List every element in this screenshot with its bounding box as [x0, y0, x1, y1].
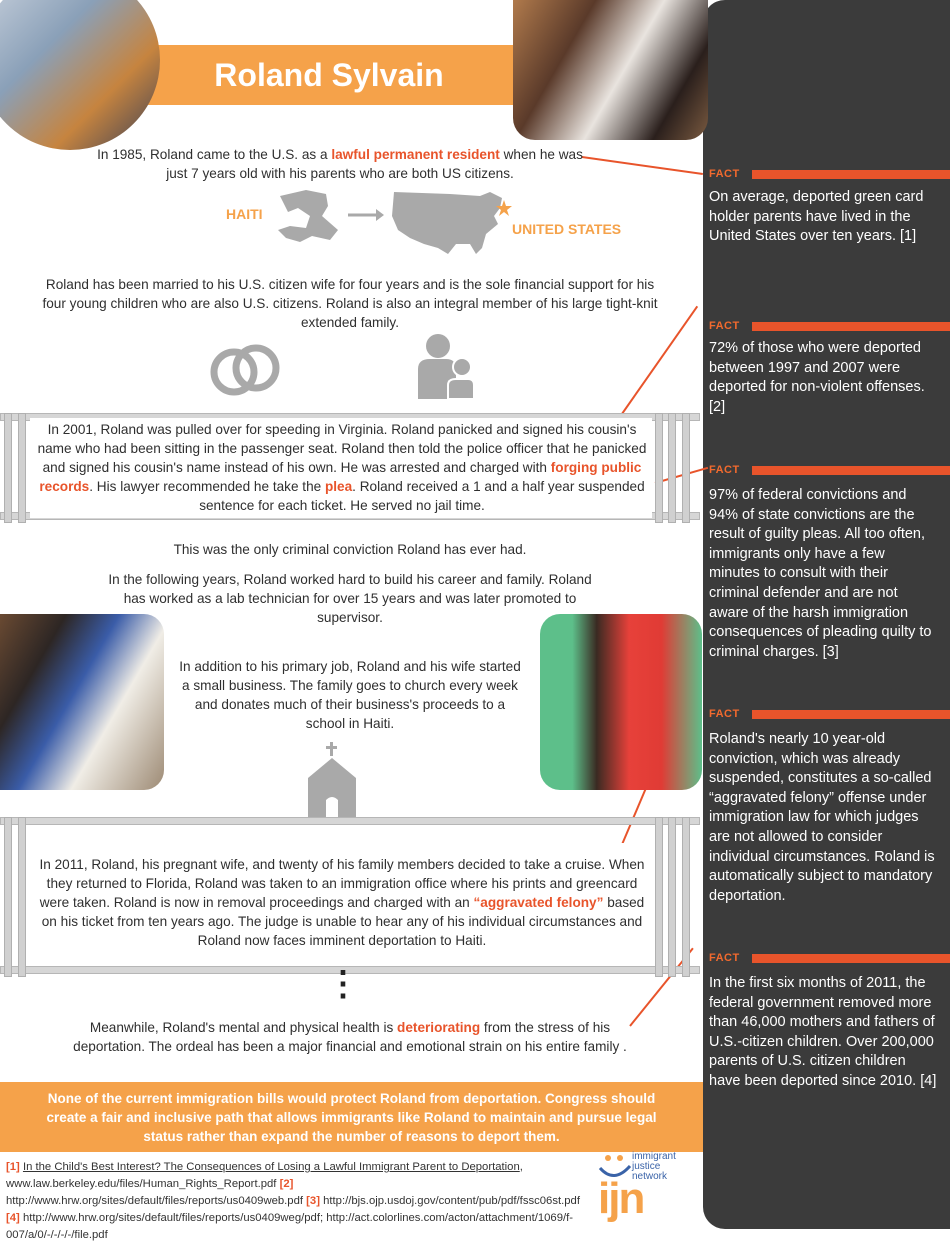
page-title: Roland Sylvain [214, 57, 444, 93]
forging-highlight: forging public records [39, 460, 642, 494]
arrow-right-icon [346, 206, 386, 224]
photo-couple [513, 0, 708, 140]
ref-url[interactable]: , www.law.berkeley.edu/files/Human_Rights_Report.pdf [6, 1161, 523, 1190]
fact-text: 72% of those who were deported between 1997 and 2007 were deported for non-violent offenses. [2] [709, 340, 925, 415]
fence-post [4, 817, 12, 977]
fence-post [668, 817, 676, 977]
cruise-paragraph [36, 855, 648, 950]
ijn-logo [596, 1150, 700, 1226]
photo-children [0, 0, 160, 150]
career-paragraph: In the following years, Roland worked hard to build his career and family. Roland has worked as a lab technician for over 15 years and was later promoted to supervisor. [108, 572, 592, 625]
fact-text: Roland's nearly 10 year-old conviction, which was already suspended, constitutes a so-called “aggravated felony” offense under immigration law for which judges are not allowed to consider individual circumstances. Roland is automatically subject to mandatory deportation. [709, 731, 935, 904]
intro-paragraph [95, 145, 585, 183]
fact-label: FACT [709, 320, 740, 332]
health-text: Meanwhile, Roland's mental and physical health is [89, 1020, 398, 1035]
star-icon [496, 200, 512, 216]
references [6, 1159, 586, 1244]
ref-number: [4] [6, 1212, 20, 1224]
family-paragraph: Roland has been married to his U.S. citizen wife for four years and is the sole financial support for his four young children who are also U.S. citizens. Roland is also an integral member of his large tight-knit extended family. [42, 277, 658, 330]
ijn-logo-name: immigrant justice network [632, 1151, 676, 1182]
fact-text: On average, deported green card holder parents have lived in the United States over ten years. [1] [709, 189, 924, 245]
health-text: from the stress of his deportation. The ordeal has been a major financial and emotional strain on his entire family . [73, 1020, 627, 1054]
fence-post [18, 817, 26, 977]
photo-family-church [0, 614, 164, 790]
fence-post [18, 413, 26, 523]
ref-url[interactable]: http://www.hrw.org/sites/default/files/reports/us0409weg/pdf; http://act.colorlines.com/acton/attachment/1069/f-007/a/0/-/-/-/-/file.pdf [6, 1212, 574, 1241]
fence-post [655, 817, 663, 977]
ref-number: [1] [6, 1161, 20, 1173]
arrest-text: In 2001, Roland was pulled over for speeding in Virginia. Roland panicked and signed his cousin's name who had been sitting in the passenger seat. Roland then told the police officer that he panicked and signed his cousin's name instead of his own. He was arrested and charged with [37, 422, 647, 475]
fact-divider [752, 322, 950, 331]
fence-rail [0, 817, 700, 825]
ref-url[interactable]: http://bjs.ojp.usdoj.gov/content/pub/pdf/fssc06st.pdf [319, 1195, 580, 1207]
cruise-text: In 2011, Roland, his pregnant wife, and twenty of his family members decided to take a cruise. When they returned to Florida, Roland was taken to an immigration office where his prints and greencard were taken. Roland is now in removal proceedings and charged with an [39, 857, 645, 910]
fence-post [682, 817, 690, 977]
united-states-label: UNITED STATES [512, 221, 622, 237]
fact-divider [752, 466, 950, 475]
aggravated-felony-highlight: “aggravated felony” [473, 895, 604, 910]
ref-number: [2] [279, 1178, 294, 1190]
fact-label: FACT [709, 952, 740, 964]
arrest-text: . His lawyer recommended he take the [89, 479, 325, 494]
wedding-rings-icon [206, 340, 284, 400]
intro-highlight: lawful permanent resident [331, 147, 500, 162]
health-paragraph [60, 1018, 640, 1056]
ijn-logo-abbr: ijn [598, 1174, 644, 1223]
intro-text: In 1985, Roland came to the U.S. as a [97, 147, 332, 162]
us-map-icon [390, 188, 515, 260]
fact-divider [752, 170, 950, 179]
ellipsis-icon: ⋮ [326, 965, 360, 1003]
intro-text: when he was just 7 years old with his parents who are both US citizens. [166, 147, 583, 181]
church-icon [306, 742, 358, 820]
fence-post [668, 413, 676, 523]
fact-divider [752, 954, 950, 963]
photo-family-elmo [540, 614, 702, 790]
fact-label: FACT [709, 464, 740, 476]
fence-post [655, 413, 663, 523]
deteriorating-highlight: deteriorating [397, 1020, 481, 1035]
haiti-label: HAITI [226, 206, 263, 222]
arrest-text: . Roland received a 1 and a half year suspended sentence for each ticket. He served no jail time. [199, 479, 645, 513]
cruise-text: based on his ticket from ten years ago. The judge is unable to hear any of his individual circumstances and Roland now faces imminent deportation to Haiti. [41, 895, 645, 948]
call-to-action-banner: None of the current immigration bills would protect Roland from deportation. Congress should create a fair and inclusive path that allows immigrants like Roland to maintain and pursue legal status rather than expand the number of reasons to deport them. [0, 1082, 703, 1152]
ref-number: [3] [306, 1195, 320, 1207]
fact-text: In the first six months of 2011, the federal government removed more than 46,000 mothers and fathers of U.S.-citizen children. Over 200,000 parents of U.S. citizen children have been deported since 2010. [4] [709, 975, 937, 1089]
only-conviction-text: This was the only criminal conviction Roland has ever had. [173, 542, 527, 557]
arrest-paragraph [36, 420, 648, 515]
parent-child-icon [414, 333, 476, 401]
fence-post [4, 413, 12, 523]
ref-title-link[interactable]: In the Child's Best Interest? The Consequences of Losing a Lawful Immigrant Parent to Deportation [22, 1161, 520, 1173]
fact-label: FACT [709, 168, 740, 180]
fact-label: FACT [709, 708, 740, 720]
fact-divider [752, 710, 950, 719]
fence-post [682, 413, 690, 523]
business-paragraph: In addition to his primary job, Roland and his wife started a small business. The family goes to church every week and donates much of their business's proceeds to a school in Haiti. [179, 659, 521, 731]
leader-line [582, 156, 703, 175]
plea-highlight: plea [324, 479, 353, 494]
ref-url[interactable]: http://www.hrw.org/sites/default/files/reports/us0409web.pdf [6, 1195, 307, 1207]
fact-text: 97% of federal convictions and 94% of state convictions are the result of guilty pleas. All too often, immigrants only have a few minutes to consult with their criminal defender and are not aware of the harsh immigration consequences of pleading quilty to criminal charges. [3] [709, 487, 932, 660]
haiti-map-icon [276, 186, 346, 248]
